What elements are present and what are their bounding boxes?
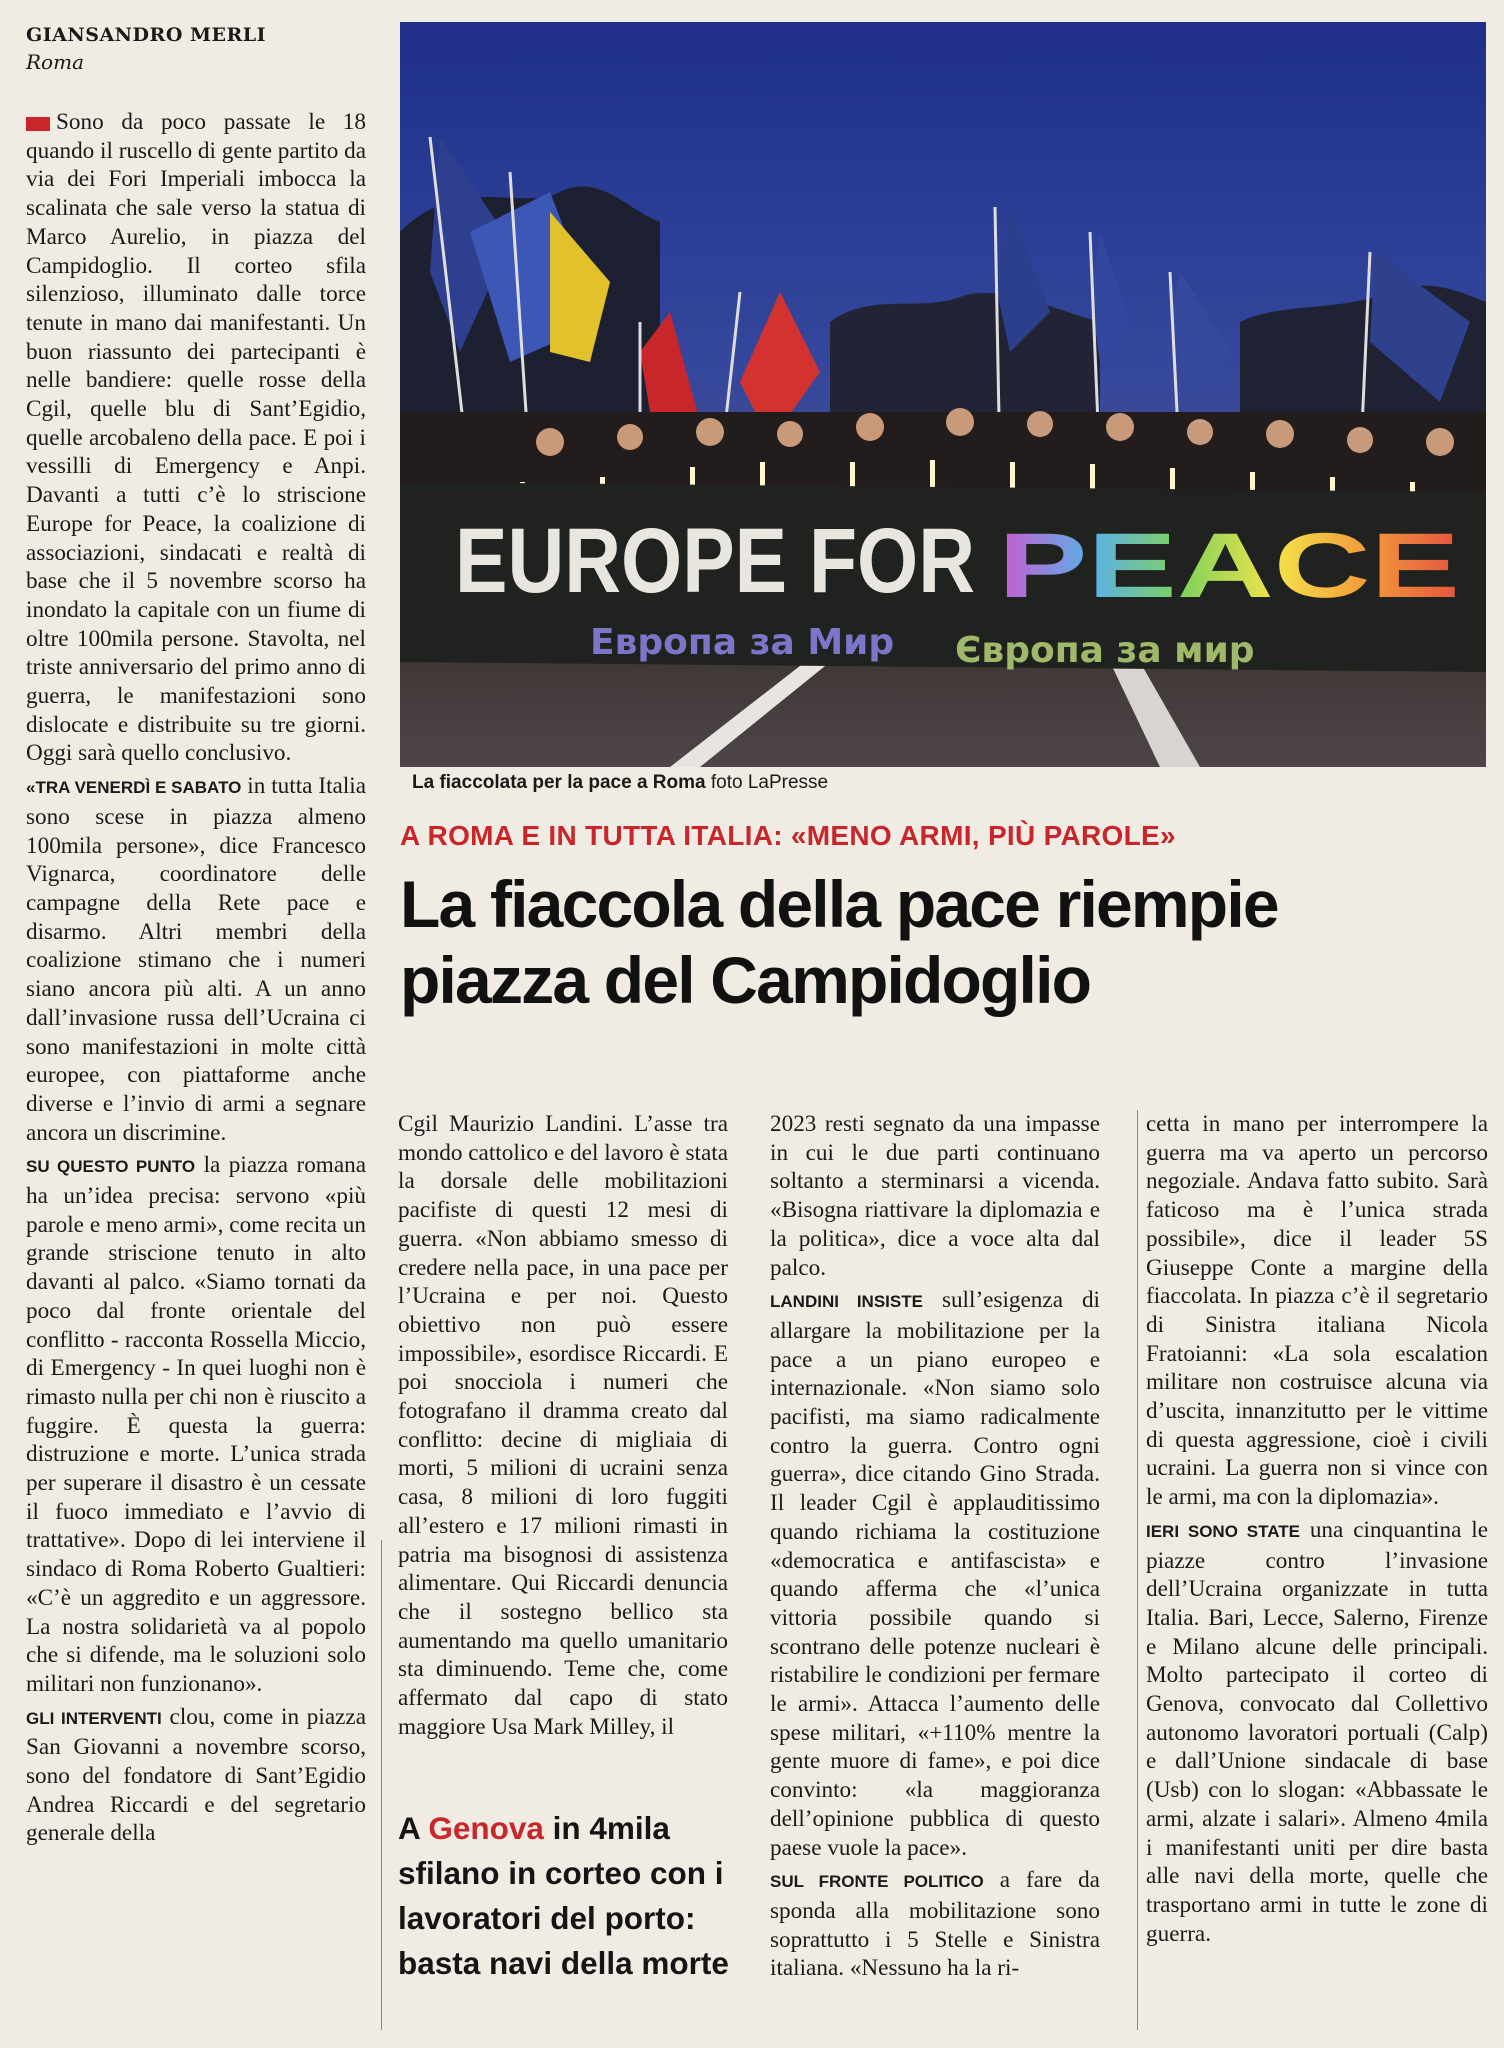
paragraph: GLI INTERVENTI clou, come in piazza San Giovanni a novembre scorso, sono del fondatore di Sant’Egidio Andrea Riccardi e del segretario generale della [26,1703,367,1847]
column-divider [381,1540,382,2030]
column-2 [398,1110,728,1745]
paragraph-lead: IERI SONO STATE [1146,1521,1300,1541]
column-3 [770,1110,1100,1987]
paragraph-lead: SU QUESTO PUNTO [26,1157,196,1177]
banner-europe-for: EUROPE FOR [455,510,975,612]
paragraph-lead: SUL FRONTE POLITICO [770,1872,984,1892]
kicker: A ROMA E IN TUTTA ITALIA: «MENO ARMI, PIÙ PAROLE» [400,820,1176,851]
photo-caption [412,772,828,794]
column-4 [1146,1110,1488,1952]
caption-credit: foto LaPresse [710,772,829,793]
column-divider [1137,1110,1138,2030]
paragraph: LANDINI INSISTE sull’esigenza di allargare la mobilitazione per la pace a un piano europeo e internazionale. «Non siamo solo pacifisti, ma siamo radicalmente contro la guerra. Contro ogni guerra», dice citando Gino Strada. Il leader Cgil è applauditissimo quando richiama la costituzione «democratica e antifascista» e quando afferma che «l’unica vittoria possibile quando si scontrano delle potenze nucleari è ristabilire le condizioni per fermare le armi». Attacca l’aumento delle spese militari, «+110% mentre la gente muore di fame», e poi dice convinto: «la maggioranza dell’opinione pubblica di questo paese vuole la pace». [770,1287,1100,1861]
banner-cyrillic-1: Европа за Мир [590,622,895,663]
paragraph: Sono da poco passate le 18 quando il ruscello di gente partito da via dei Fori Imperiali imbocca la scalinata che sale verso la statua di Marco Aurelio, in piazza del Campidoglio. Il corteo sfila silenzioso, illuminato dalle torce tenute in mano dai manifestanti. Un buon riassunto dei partecipanti è nelle bandiere: quelle rosse della Cgil, quelle blu di Sant’Egidio, quelle arcobaleno della pace. E poi i vessilli di Emergency e Anpi. Davanti a tutti c’è lo striscione Europe for Peace, la coalizione di associazioni, sindacati e realtà di base che il 5 novembre scorso ha inondato la capitale con un fiume di oltre 100mila persone. Stavolta, nel triste anniversario del primo anno di guerra, le manifestazioni sono dislocate e distribuite su tre giorni. Oggi sarà quello conclusivo. [26,109,366,767]
column-1 [26,24,366,1852]
byline-city: Roma [26,50,84,74]
caption-text: La fiaccolata per la pace a Roma [412,772,706,793]
paragraph: 2023 resti segnato da una impasse in cui le due parti continuano soltanto a sterminarsi a vicenda. «Bisogna riattivare la diplomazia e la politica», dice a voce alta dal palco. [770,1111,1100,1281]
sidebar-city: Genova [428,1810,544,1846]
headline-line-2: piazza del Campidoglio [400,943,1091,1017]
paragraph: «TRA VENERDÌ E SABATO in tutta Italia sono scese in piazza almeno 100mila persone», dice Francesco Vignarca, coordinatore delle campagne della Rete pace e disarmo. Altri membri della coalizione stimano che i numeri siano ancora più alti. A un anno dall’invasione russa dell’Ucraina ci sono manifestazioni in molte città europee, con piattaforme anche diverse e l’invio di armi a segnare ancora un discrimine. [26,773,366,1146]
headline-line-1: La fiaccola della pace riempie [400,867,1278,941]
paragraph-lead: GLI INTERVENTI [26,1708,162,1728]
paragraph: IERI SONO STATE una cinquantina le piazze contro l’invasione dell’Ucraina organizzate in tutta Italia. Bari, Lecce, Salerno, Firenze e Milano alcune delle principali. Molto partecipato il corteo di Genova, convocato dal Collettivo autonomo lavoratori portuali (Calp) e dall’Unione sindacale di base (Usb) con lo slogan: «Abbassate le armi, alzate i salari». Almeno 4mila i manifestanti uniti per dire basta alle navi della morte, quelle che trasportano armi in tutte le zone di guerra. [1146,1516,1488,1947]
paragraph-lead: LANDINI INSISTE [770,1292,923,1312]
news-photo [400,22,1486,767]
banner-cyrillic-2: Європа за мир [955,630,1255,671]
paragraph-lead: «TRA VENERDÌ E SABATO [26,778,242,798]
paragraph: SUL FRONTE POLITICO a fare da sponda alla mobilitazione sono soprattutto i 5 Stelle e Sinistra italiana. «Nessuno ha la ri- [770,1867,1100,1982]
section-mark-icon [26,117,50,131]
sidebar-headline: A Genova in 4mila sfilano in corteo con i lavoratori del porto: basta navi della morte [398,1810,729,1981]
headline [400,866,1500,1018]
byline-author: GIANSANDRO MERLI [26,24,267,46]
paragraph: Cgil Maurizio Landini. L’asse tra mondo cattolico e del lavoro è stata la dorsale delle mobilitazioni pacifiste di questi 12 mesi di guerra. «Non abbiamo smesso di credere nella pace, in una pace per l’Ucraina e per noi. Questo obiettivo non può essere impossibile», esordisce Riccardi. E poi snocciola i numeri che fotografano il dramma creato dal conflitto: decine di migliaia di morti, 5 milioni di ucraini senza casa, 8 milioni di loro fuggiti all’estero e 17 milioni rimasti in patria ma bisognosi di assistenza alimentare. Qui Riccardi denuncia che il sostegno bellico sta aumentando ma quello umanitario sta diminuendo. Teme che, come affermato dal capo di stato maggiore Usa Mark Milley, il [398,1111,728,1740]
paragraph: SU QUESTO PUNTO la piazza romana ha un’idea precisa: servono «più parole e meno armi», come recita un grande striscione tenuto in alto davanti al palco. «Siamo tornati da poco dal fronte orientale del conflitto - racconta Rossella Miccio, di Emergency - In quei luoghi non è rimasto nulla per chi non è riuscito a fuggire. È questa la guerra: distruzione e morte. L’unica strada per superare il disastro è un cessate il fuoco immediato e l’avvio di trattative». Dopo di lei interviene il sindaco di Roma Roberto Gualtieri: «C’è un aggredito e un aggressore. La nostra solidarietà va al popolo che si difende, ma le soluzioni solo militari non funzionano». [26,1152,367,1697]
torchlight-march-photo [400,22,1486,767]
paragraph: cetta in mano per interrompere la guerra ma va aperto un percorso negoziale. Andava fatto subito. Sarà faticoso ma è l’unica strada possibile», dice il leader 5S Giuseppe Conte a margine della fiaccolata. In piazza c’è il segretario di Sinistra italiana Nicola Fratoianni: «La sola escalation militare non costruisce alcuna via d’uscita, innanzitutto per le vittime di questa aggressione, cioè i civili ucraini. La guerra non si vince con le armi, ma con la diplomazia». [1146,1111,1488,1511]
banner-peace: PEACE [998,515,1460,617]
